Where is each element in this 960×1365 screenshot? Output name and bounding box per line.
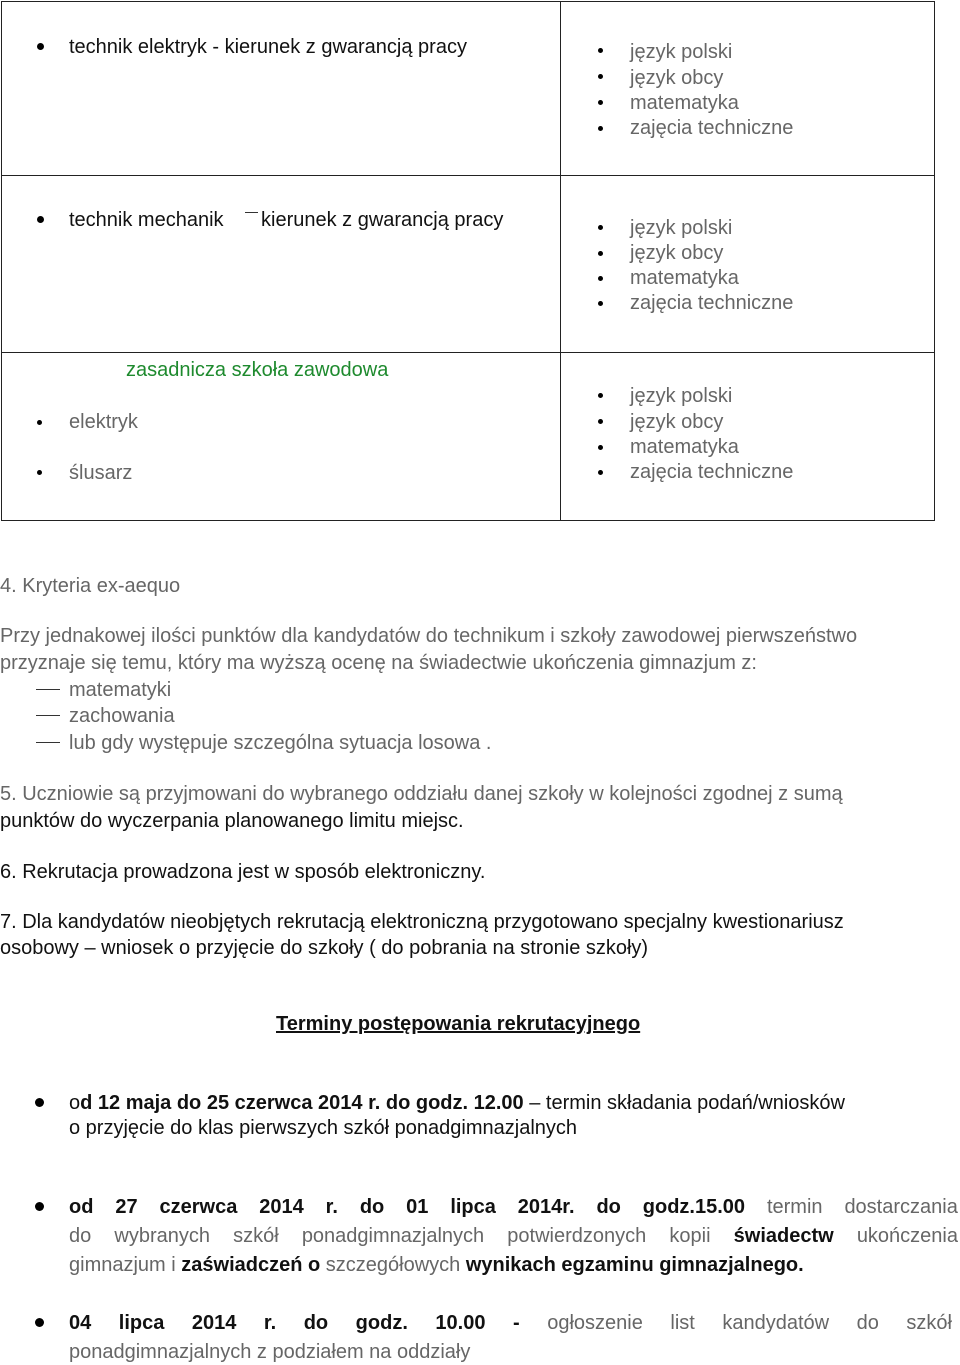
bullet-dot [598, 225, 603, 230]
term2-line2 [69, 1226, 958, 1246]
table-border-row1 [1, 175, 935, 176]
bullet-dot [598, 251, 603, 256]
term2-word: termin [766, 1196, 823, 1218]
row3-item: ślusarz [69, 462, 133, 484]
term2-word: lipca [450, 1196, 496, 1218]
row3-subject: język polski [630, 385, 733, 407]
term2-word: 2014 [259, 1196, 304, 1218]
table-border-mid [560, 1, 561, 521]
bullet-dot [598, 470, 603, 475]
section4-item: lub gdy występuje szczególna sytuacja losowa . [69, 732, 492, 754]
bullet-dot [37, 43, 44, 50]
bullet-dot [598, 48, 603, 53]
term3-word: do [856, 1312, 879, 1334]
row2-dash [245, 212, 258, 213]
table-border-top [2, 1, 934, 2]
section4-para-line1: Przy jednakowej ilości punktów dla kandydatów do technikum i szkoły zawodowej pierwszeństwo [0, 625, 858, 647]
row2-subject: zajęcia techniczne [630, 292, 794, 314]
section4-item: zachowania [69, 705, 175, 727]
term1-lead-o: o [69, 1092, 81, 1114]
term3-word: szkół [906, 1312, 952, 1334]
bullet-dot [598, 393, 603, 398]
table-border-bottom [1, 520, 935, 521]
dash-bullet [36, 715, 60, 716]
term3-line2: ponadgimnazjalnych z podziałem na oddziały [69, 1341, 471, 1363]
bullet-dot [35, 1318, 44, 1327]
section5-line1: 5. Uczniowie są przyjmowani do wybranego oddziału danej szkoły w kolejności zgodnej z sumą [0, 783, 843, 805]
row1-left-text: technik elektryk - kierunek z gwarancją pracy [69, 36, 467, 58]
term3-line1 [69, 1313, 952, 1333]
term2-word: do [359, 1196, 385, 1218]
term2-word: 01 [406, 1196, 429, 1218]
bullet-dot [598, 419, 603, 424]
bullet-dot [598, 276, 603, 281]
row2-subject: język obcy [630, 242, 724, 264]
table-border-right [934, 1, 935, 521]
row3-subject: język obcy [630, 411, 724, 433]
term2-word: od [69, 1196, 94, 1218]
row1-subject: język obcy [630, 67, 724, 89]
bullet-dot [598, 74, 603, 79]
section4-item: matematyki [69, 679, 172, 701]
term1-rest: – termin składania podań/wniosków [529, 1092, 845, 1114]
term3-word: - [513, 1312, 520, 1334]
term2-line3 [69, 1255, 804, 1275]
term2-word: czerwca [159, 1196, 238, 1218]
term3-word: 04 [69, 1312, 92, 1334]
term2-line3-d: wynikach egzaminu gimnazjalnego. [465, 1254, 804, 1276]
term2-word: ponadgimnazjalnych [301, 1225, 485, 1247]
term3-word: lipca [118, 1312, 165, 1334]
row1-subject: zajęcia techniczne [630, 117, 794, 139]
table-border-left [1, 1, 2, 521]
term3-word: 2014 [191, 1312, 237, 1334]
row1-subject: język polski [630, 41, 733, 63]
row3-item: elektryk [69, 411, 138, 433]
term2-word: 2014r. [517, 1196, 575, 1218]
row2-subject: język polski [630, 217, 733, 239]
term2-line3-a: gimnazjum i [69, 1254, 182, 1276]
term2-word: r. [325, 1196, 338, 1218]
bullet-dot [598, 126, 603, 131]
term3-word: ogłoszenie [547, 1312, 643, 1334]
section5-line2: punktów do wyczerpania planowanego limitu miejsc. [0, 810, 464, 832]
term2-word: świadectw [733, 1225, 834, 1247]
terms-title: Terminy postępowania rekrutacyjnego [276, 1013, 641, 1035]
term2-word: godz.15.00 [642, 1196, 746, 1218]
row2-left-text-a: technik mechanik [69, 209, 224, 231]
term2-word: dostarczania [844, 1196, 958, 1218]
bullet-dot [37, 420, 42, 425]
table-border-row2 [1, 352, 935, 353]
term3-word: 10.00 [435, 1312, 486, 1334]
term2-word: 27 [115, 1196, 138, 1218]
bullet-dot [37, 216, 44, 223]
bullet-dot [37, 470, 42, 475]
section6-line1: 6. Rekrutacja prowadzona jest w sposób elektroniczny. [0, 861, 486, 883]
dash-bullet [36, 689, 60, 690]
term2-line3-c: szczegółowych [320, 1254, 466, 1276]
term2-word: potwierdzonych [507, 1225, 647, 1247]
bullet-dot [598, 100, 603, 105]
row3-subject: zajęcia techniczne [630, 461, 794, 483]
section4-para-line2: przyznaje się temu, który ma wyższą ocenę na świadectwie ukończenia gimnazjum z: [0, 652, 757, 674]
term1-line2: o przyjęcie do klas pierwszych szkół ponadgimnazjalnych [69, 1117, 578, 1139]
term1-line1 [69, 1093, 845, 1113]
term2-word: ukończenia [856, 1225, 958, 1247]
dash-bullet [36, 742, 60, 743]
section7-line1: 7. Dla kandydatów nieobjętych rekrutacją elektroniczną przygotowano specjalny kwestionariusz [0, 911, 844, 933]
term1-dates: d 12 maja do 25 czerwca 2014 r. do godz. 12.00 [80, 1092, 524, 1114]
row2-left-text-b: kierunek z gwarancją pracy [261, 209, 504, 231]
bullet-dot [598, 301, 603, 306]
term2-line3-b: zaświadczeń o [181, 1254, 321, 1276]
row1-subject: matematyka [630, 92, 739, 114]
term3-word: list [670, 1312, 695, 1334]
bullet-dot [35, 1098, 44, 1107]
row3-heading: zasadnicza szkoła zawodowa [126, 359, 389, 381]
term3-word: kandydatów [722, 1312, 830, 1334]
bullet-dot [598, 445, 603, 450]
term2-word: kopii [669, 1225, 711, 1247]
row2-subject: matematyka [630, 267, 739, 289]
term3-word: r. [263, 1312, 277, 1334]
term3-word: godz. [355, 1312, 408, 1334]
row3-subject: matematyka [630, 436, 739, 458]
term2-word: do [69, 1225, 92, 1247]
term3-word: do [303, 1312, 329, 1334]
term2-word: szkół [233, 1225, 279, 1247]
term2-line1 [69, 1197, 958, 1217]
section7-line2: osobowy – wniosek o przyjęcie do szkoły ( do pobrania na stronie szkoły) [0, 937, 649, 959]
term2-word: wybranych [114, 1225, 210, 1247]
section4-heading: 4. Kryteria ex-aequo [0, 575, 181, 597]
bullet-dot [35, 1202, 44, 1211]
term2-word: do [596, 1196, 621, 1218]
